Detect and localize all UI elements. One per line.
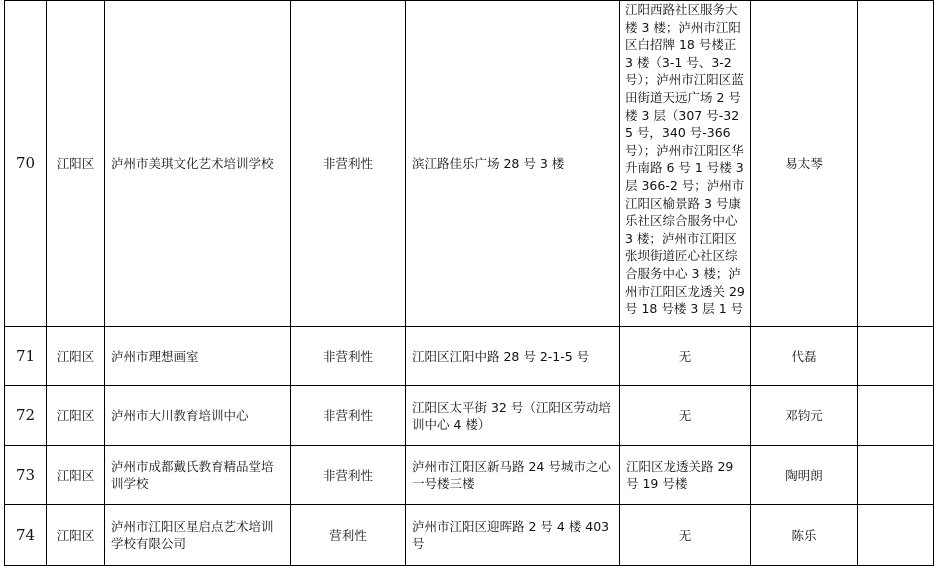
other-sites-cell: 无 [620,327,751,386]
district-cell: 江阳区 [47,386,105,446]
person-cell: 陈乐 [751,505,858,566]
remark-cell [858,446,934,505]
nature-cell: 营利性 [291,505,406,566]
nature-cell: 非营利性 [291,386,406,446]
address-cell: 滨江路佳乐广场 28 号 3 楼 [406,1,620,327]
other-sites-cell: 无 [620,505,751,566]
row-number: 71 [5,327,47,386]
person-cell: 代磊 [751,327,858,386]
row-number: 72 [5,386,47,446]
nature-cell: 非营利性 [291,327,406,386]
institution-name-cell: 泸州市美琪文化艺术培训学校 [105,1,291,327]
person-cell: 邓钧元 [751,386,858,446]
remark-cell [858,327,934,386]
institution-name-cell: 泸州市成都戴氏教育精品堂培训学校 [105,446,291,505]
nature-cell: 非营利性 [291,1,406,327]
person-cell: 陶明朗 [751,446,858,505]
district-cell: 江阳区 [47,505,105,566]
other-sites-cell: 江阳西路社区服务大楼 3 楼；泸州市江阳区白招牌 18 号楼正 3 楼（3-1 号、3-2 号）；泸州市江阳区蓝田街道天远广场 2 号楼 3 层（307 号-325 号，340 号-366 号）；泸州市江阳区华升南路 6 号 1 号楼 3 层 366-2 号；泸州市江阳区榆景路 3 号康乐社区综合服务中心 3 楼；泸州市江阳区张坝街道匠心社区综合服务中心 3 楼；泸州市江阳区龙透关 29 号 18 号楼 3 层 1 号 [620,1,751,327]
table-row [5,327,934,386]
table-row [5,505,934,566]
other-sites-cell: 江阳区龙透关路 29 号 19 号楼 [620,446,751,505]
district-cell: 江阳区 [47,446,105,505]
remark-cell [858,1,934,327]
district-cell: 江阳区 [47,1,105,327]
table-row [5,446,934,505]
row-number: 73 [5,446,47,505]
institution-name-cell: 泸州市理想画室 [105,327,291,386]
row-number: 74 [5,505,47,566]
nature-cell: 非营利性 [291,446,406,505]
table-row [5,1,934,327]
remark-cell [858,505,934,566]
institution-name-cell: 泸州市江阳区星启点艺术培训学校有限公司 [105,505,291,566]
address-cell: 泸州市江阳区迎晖路 2 号 4 楼 403 号 [406,505,620,566]
district-cell: 江阳区 [47,327,105,386]
address-cell: 江阳区江阳中路 28 号 2-1-5 号 [406,327,620,386]
schools-table [4,0,934,566]
other-sites-cell: 无 [620,386,751,446]
institution-name-cell: 泸州市大川教育培训中心 [105,386,291,446]
remark-cell [858,386,934,446]
row-number: 70 [5,1,47,327]
address-cell: 泸州市江阳区新马路 24 号城市之心一号楼三楼 [406,446,620,505]
person-cell: 易太琴 [751,1,858,327]
address-cell: 江阳区太平街 32 号（江阳区劳动培训中心 4 楼） [406,386,620,446]
table-row [5,386,934,446]
